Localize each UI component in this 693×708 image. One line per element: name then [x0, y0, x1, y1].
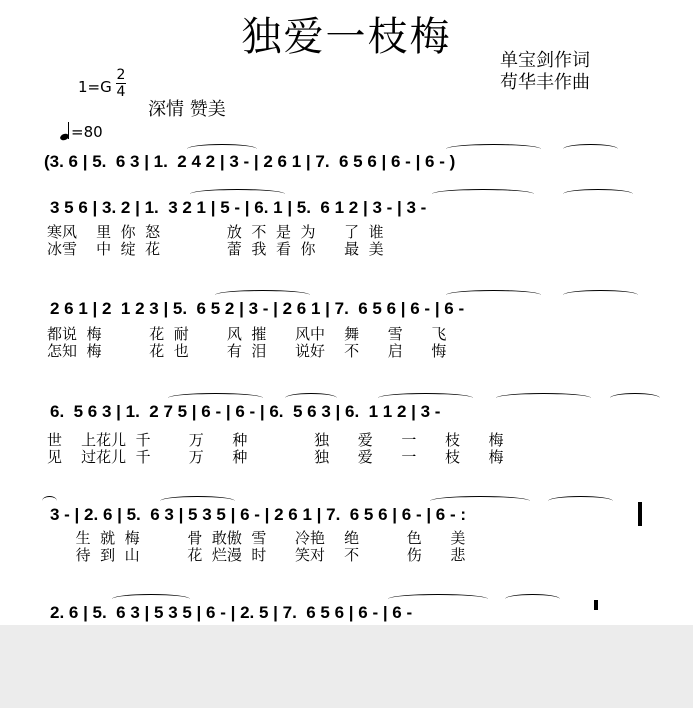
slur-mark: [432, 189, 534, 199]
notation-row: 2. 6 | 5. 6 3 | 5 3 5 | 6 - | 2. 5 | 7. 6 5 6 | 6 - | 6 -: [50, 603, 413, 622]
tie-mark: [563, 144, 618, 154]
staff-system-3: [0, 294, 693, 324]
time-signature: [116, 68, 126, 99]
repeat-end-bar: [638, 502, 642, 526]
time-signature-top: 2: [116, 67, 126, 83]
slur-mark: [446, 144, 541, 154]
slur-mark: [378, 393, 473, 403]
lyrics-verse-1: 寒风 里 你 怒 放 不 是 为 了 谁: [47, 223, 384, 241]
tie-mark: [563, 290, 638, 300]
slur-mark: [160, 496, 235, 506]
slur-mark: [496, 393, 591, 403]
tempo-mark: [60, 122, 103, 141]
lyrics-verse-2: 见 过花儿 千 万 种 独 爱 一 枝 梅: [47, 448, 504, 466]
tie-mark: [563, 189, 633, 199]
lyricist-credit: 单宝剑作词: [500, 50, 590, 71]
tempo-value: =80: [71, 123, 103, 141]
lyrics-verse-1: 都说 梅 花 耐 风 摧 风中 舞 雪 飞: [47, 325, 447, 343]
slur-mark: [430, 496, 530, 506]
lyrics-verse-2: 冰雪 中 绽 花 蕾 我 看 你 最 美: [47, 240, 384, 258]
staff-system-4: [0, 397, 693, 427]
lyrics-verse-1: 生 就 梅 骨 敢傲 雪 冷艳 绝 色 美: [47, 529, 466, 547]
slur-mark: [168, 393, 263, 403]
quarter-note-icon: [59, 133, 70, 142]
lyrics-verse-2: 待 到 山 花 烂漫 时 笑对 不 伤 悲: [47, 546, 466, 564]
composer-credit: 苟华丰作曲: [500, 72, 590, 93]
slur-mark: [215, 290, 310, 300]
staff-system-2: [0, 193, 693, 223]
slur-mark: [446, 290, 541, 300]
song-title: 独爱一枝梅: [241, 14, 452, 60]
tie-mark: [610, 393, 660, 403]
slur-mark: [190, 189, 285, 199]
lyrics-verse-1: 世 上花儿 千 万 种 独 爱 一 枝 梅: [47, 431, 504, 449]
slur-mark: [388, 594, 488, 604]
notation-row: 6. 5 6 3 | 1. 2 7 5 | 6 - | 6 - | 6. 5 6 3 | 6. 1 1 2 | 3 -: [50, 402, 441, 421]
lyrics-verse-2: 怎知 梅 花 也 有 泪 说好 不 启 悔: [47, 342, 447, 360]
time-signature-bottom: 4: [116, 84, 126, 100]
final-bar: [594, 600, 598, 610]
notation-row: (3. 6 | 5. 6 3 | 1. 2 4 2 | 3 - | 2 6 1 | 7. 6 5 6 | 6 - | 6 - ): [44, 152, 456, 171]
notation-row: 3 5 6 | 3. 2 | 1. 3 2 1 | 5 - | 6. 1 | 5. 6 1 2 | 3 - | 3 -: [50, 198, 427, 217]
tie-mark: [42, 496, 57, 506]
tie-mark: [505, 594, 560, 604]
notation-row: 2 6 1 | 2 1 2 3 | 5. 6 5 2 | 3 - | 2 6 1 | 7. 6 5 6 | 6 - | 6 -: [50, 299, 465, 318]
tie-mark: [548, 496, 613, 506]
staff-system-1: [0, 147, 693, 177]
page-background: [0, 625, 693, 708]
key-signature: 1=G: [78, 78, 112, 96]
expression-mark: 深情 赞美: [148, 99, 226, 120]
slur-mark: [187, 144, 257, 154]
staff-system-5: [0, 500, 693, 530]
tie-mark: [285, 393, 337, 403]
staff-system-6: [0, 598, 693, 628]
slur-mark: [112, 594, 190, 604]
notation-row: 3 - | 2. 6 | 5. 6 3 | 5 3 5 | 6 - | 2 6 1 | 7. 6 5 6 | 6 - | 6 - :: [50, 505, 467, 524]
